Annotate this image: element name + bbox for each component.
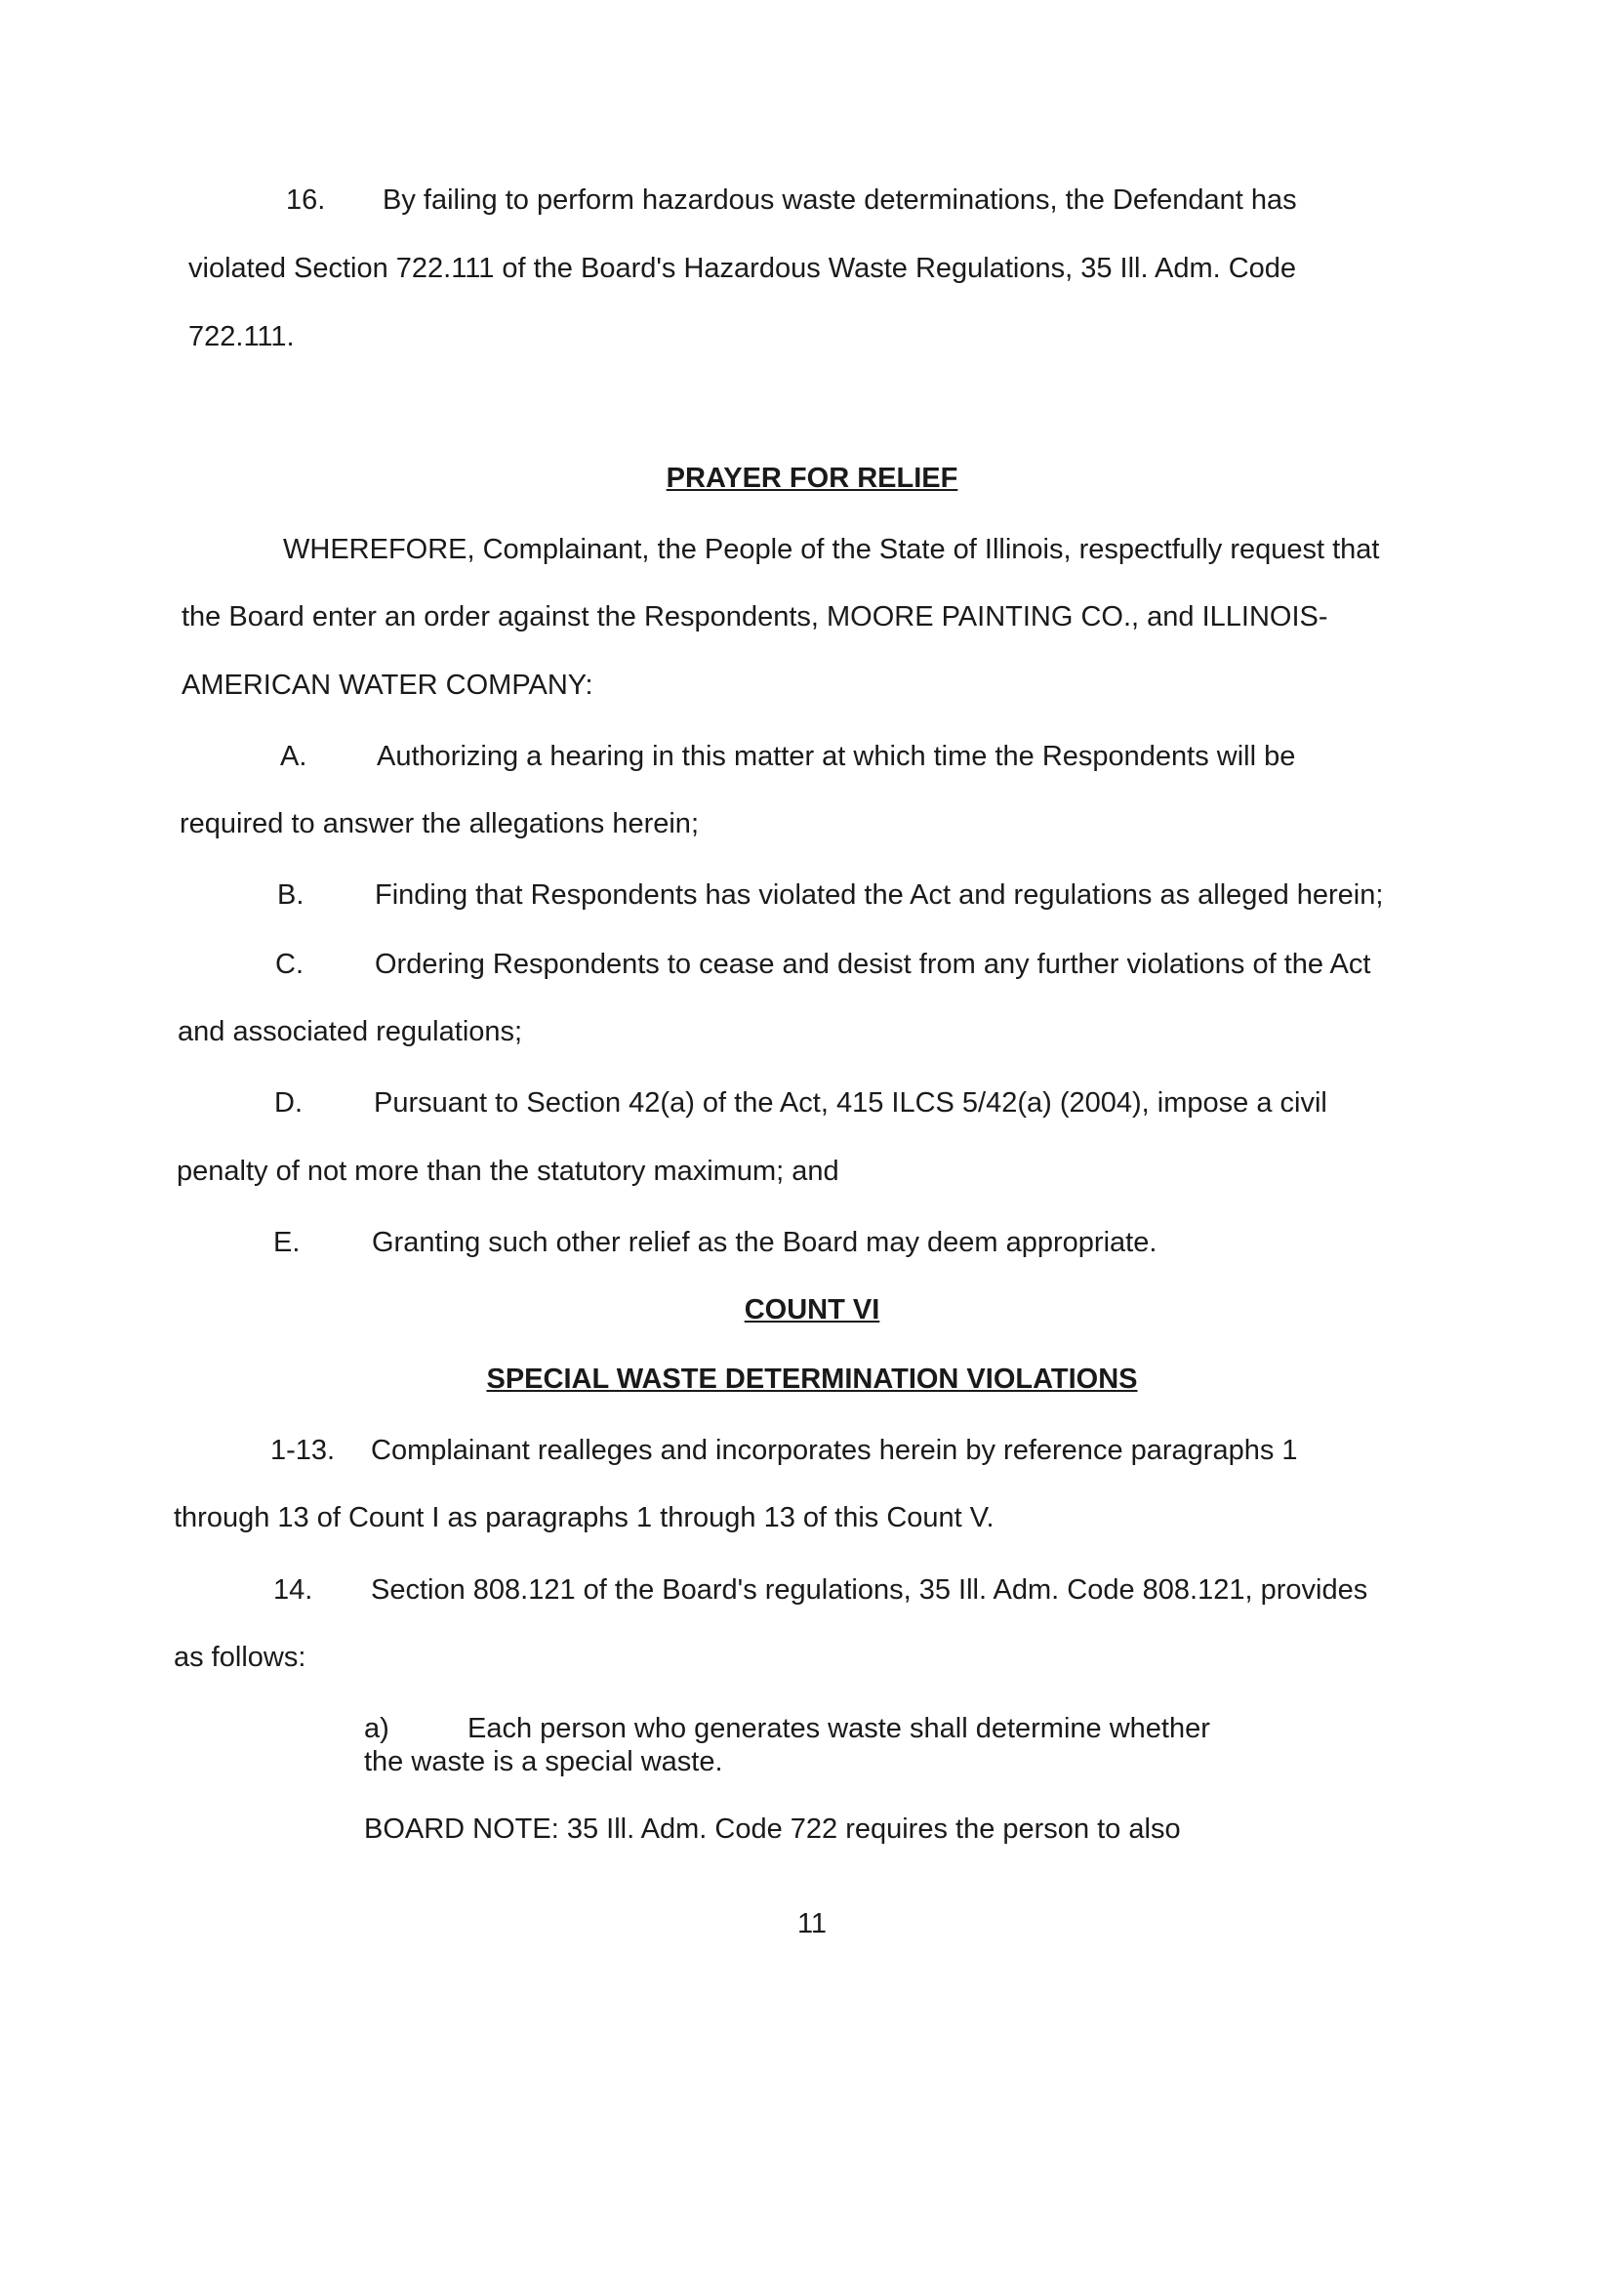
list-item-letter: B. (277, 879, 304, 911)
paragraph-line: 722.111. (188, 321, 295, 352)
list-item-letter: E. (273, 1227, 301, 1258)
paragraph-number: 14. (273, 1574, 313, 1606)
count-title: COUNT VI (744, 1294, 880, 1325)
list-item-text: Finding that Respondents has violated the Act and regulations as alleged herein; (375, 879, 1384, 911)
list-item-text: Granting such other relief as the Board may deem appropriate. (372, 1227, 1157, 1258)
paragraph-line: as follows: (174, 1642, 306, 1673)
list-item-text: and associated regulations; (178, 1016, 523, 1047)
list-item-letter: A. (280, 741, 307, 772)
section-heading: PRAYER FOR RELIEF (666, 463, 958, 494)
page-number: 11 (796, 1908, 828, 1939)
count-subtitle: SPECIAL WASTE DETERMINATION VIOLATIONS (486, 1364, 1138, 1395)
paragraph-number: 16. (286, 184, 326, 216)
paragraph-number: 1-13. (270, 1435, 336, 1466)
list-item-letter: D. (274, 1087, 303, 1119)
paragraph-line: Complainant realleges and incorporates herein by reference paragraphs 1 (371, 1435, 1298, 1466)
paragraph-line: By failing to perform hazardous waste determinations, the Defendant has (383, 184, 1297, 216)
list-item-text: required to answer the allegations herein; (180, 808, 699, 839)
list-item-letter: C. (275, 949, 304, 980)
paragraph-line: through 13 of Count I as paragraphs 1 through 13 of this Count V. (174, 1502, 995, 1533)
board-note: BOARD NOTE: 35 Ill. Adm. Code 722 requires the person to also (364, 1813, 1181, 1845)
paragraph-line: AMERICAN WATER COMPANY: (182, 670, 593, 701)
quote-label: a) (364, 1713, 389, 1744)
list-item-text: Authorizing a hearing in this matter at which time the Respondents will be (377, 741, 1296, 772)
paragraph-line: WHEREFORE, Complainant, the People of the State of Illinois, respectfully request that (283, 534, 1380, 565)
list-item-text: Ordering Respondents to cease and desist from any further violations of the Act (375, 949, 1371, 980)
quote-line: Each person who generates waste shall determine whether (467, 1713, 1210, 1744)
quote-line: the waste is a special waste. (364, 1746, 723, 1777)
paragraph-line: Section 808.121 of the Board's regulations, 35 Ill. Adm. Code 808.121, provides (371, 1574, 1368, 1606)
list-item-text: penalty of not more than the statutory maximum; and (177, 1156, 839, 1187)
list-item-text: Pursuant to Section 42(a) of the Act, 415 ILCS 5/42(a) (2004), impose a civil (374, 1087, 1327, 1119)
paragraph-line: violated Section 722.111 of the Board's Hazardous Waste Regulations, 35 Ill. Adm. Code (188, 253, 1297, 284)
paragraph-line: the Board enter an order against the Respondents, MOORE PAINTING CO., and ILLINOIS- (182, 601, 1328, 632)
